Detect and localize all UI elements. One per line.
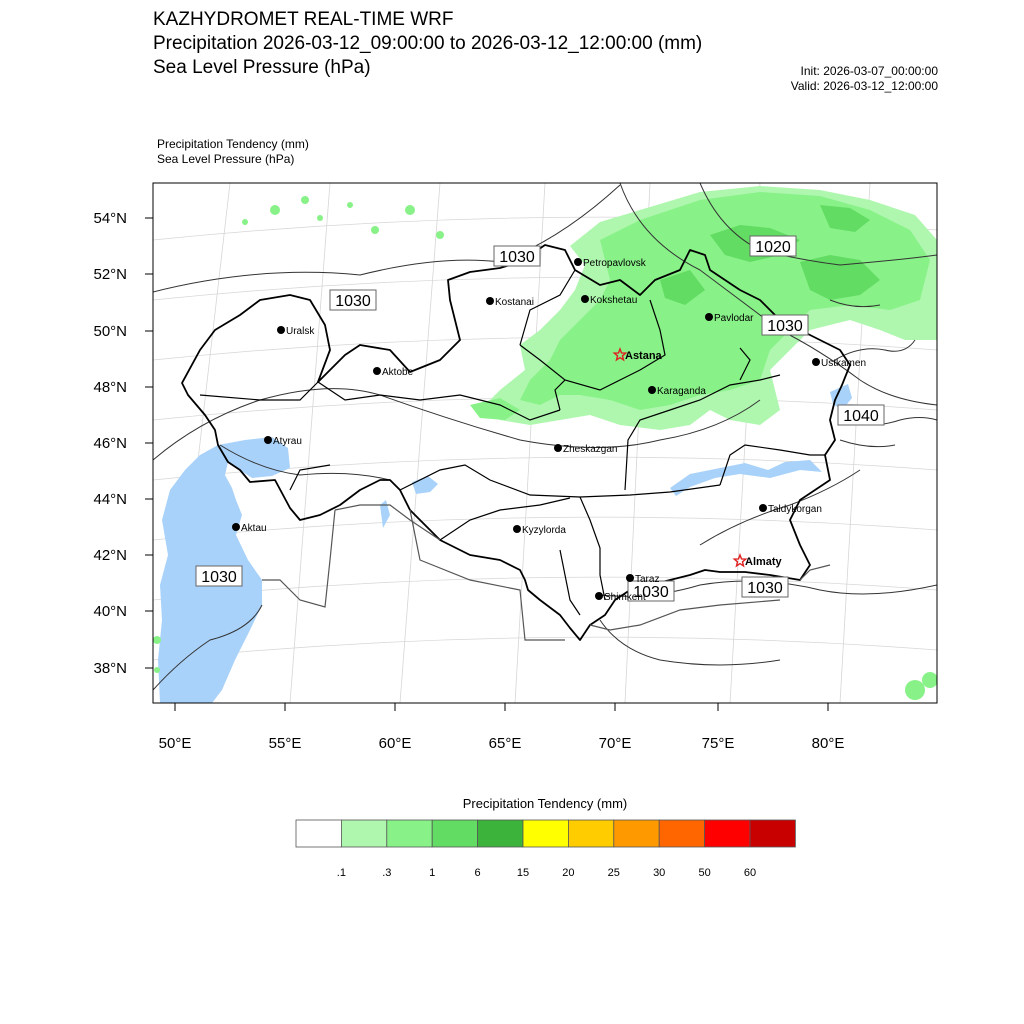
- svg-text:1020: 1020: [755, 239, 791, 256]
- city-label: Karaganda: [657, 386, 706, 397]
- lat-label: 42°N: [93, 547, 127, 564]
- init-time: Init: 2026-03-07_00:00:00: [800, 64, 938, 78]
- field-label-slp: Sea Level Pressure (hPa): [157, 152, 295, 166]
- isobar-label: [838, 405, 884, 425]
- colorbar-swatch: [614, 820, 659, 847]
- city-label: Taldykorgan: [768, 504, 822, 515]
- colorbar-swatch: [523, 820, 568, 847]
- city-label: Aktau: [241, 523, 267, 534]
- lon-label: 70°E: [598, 735, 632, 752]
- city-label: Petropavlovsk: [583, 258, 646, 269]
- isobar-label: [742, 577, 788, 597]
- lat-label: 48°N: [93, 379, 127, 396]
- isobar-label: [750, 236, 796, 256]
- city-label: Pavlodar: [714, 313, 754, 324]
- city-dot-icon: [595, 592, 603, 600]
- lat-label: 46°N: [93, 435, 127, 452]
- city-kostanai: [486, 297, 534, 308]
- colorbar-title: Precipitation Tendency (mm): [462, 796, 628, 811]
- isobar-label: [762, 315, 808, 335]
- city-dot-icon: [705, 313, 713, 321]
- city-dot-icon: [277, 326, 285, 334]
- city-dot-icon: [554, 444, 562, 452]
- city-aktobe: [373, 367, 414, 378]
- city-label: Kostanai: [495, 297, 534, 308]
- colorbar-level-label: 25: [607, 867, 620, 879]
- lon-label: 55°E: [268, 735, 302, 752]
- city-shimkent: [595, 592, 646, 603]
- lon-label: 80°E: [811, 735, 845, 752]
- city-label: Almaty: [745, 556, 782, 568]
- colorbar-level-label: 15: [516, 867, 530, 879]
- colorbar-level-label: 60: [743, 867, 757, 879]
- lat-label: 38°N: [93, 660, 127, 677]
- colorbar-level-label: 6: [474, 867, 481, 879]
- city-kyzylorda: [513, 525, 566, 536]
- lon-label: 50°E: [158, 735, 192, 752]
- svg-text:1030: 1030: [335, 293, 371, 310]
- city-label: Uralsk: [286, 326, 315, 337]
- lon-label: 65°E: [488, 735, 522, 752]
- map-subtitle-2: Sea Level Pressure (hPa): [153, 57, 371, 78]
- city-label: Shimkent: [604, 592, 646, 603]
- colorbar-level-label: 30: [653, 867, 666, 879]
- city-label: Ustkamen: [821, 358, 867, 369]
- city-kokshetau: [581, 295, 637, 306]
- city-dot-icon: [759, 504, 767, 512]
- colorbar-level-label: .1: [336, 867, 346, 879]
- svg-text:1030: 1030: [499, 249, 535, 266]
- colorbar-swatch: [296, 820, 341, 847]
- svg-text:1040: 1040: [843, 408, 879, 425]
- isobar-label: [494, 246, 540, 266]
- lat-label: 44°N: [93, 491, 127, 508]
- city-dot-icon: [581, 295, 589, 303]
- field-label-precip: Precipitation Tendency (mm): [157, 137, 309, 151]
- lon-label: 60°E: [378, 735, 412, 752]
- map-subtitle: Precipitation 2026-03-12_09:00:00 to 2026-03-12_12:00:00 (mm): [153, 33, 703, 54]
- city-dot-icon: [648, 386, 656, 394]
- city-label: Astana: [625, 350, 662, 362]
- lat-label: 54°N: [93, 210, 127, 227]
- city-label: Atyrau: [273, 436, 302, 447]
- colorbar-level-label: 1: [429, 867, 436, 879]
- svg-text:1030: 1030: [201, 569, 237, 586]
- city-uralsk: [277, 326, 315, 337]
- city-dot-icon: [574, 258, 582, 266]
- valid-time: Valid: 2026-03-12_12:00:00: [790, 79, 938, 93]
- map-title: KAZHYDROMET REAL-TIME WRF: [153, 9, 454, 30]
- colorbar-level-label: 50: [698, 867, 711, 879]
- city-karaganda: [648, 386, 706, 397]
- city-petropavlovsk: [574, 258, 647, 269]
- capital-star-icon: [734, 555, 745, 566]
- city-label: Taraz: [635, 574, 660, 585]
- colorbar-swatch: [432, 820, 477, 847]
- colorbar-swatch: [705, 820, 750, 847]
- city-label: Aktobe: [382, 367, 414, 378]
- city-dot-icon: [626, 574, 634, 582]
- colorbar-swatch: [750, 820, 795, 847]
- svg-text:1030: 1030: [747, 580, 783, 597]
- svg-text:1030: 1030: [633, 584, 669, 601]
- city-dot-icon: [513, 525, 521, 533]
- lat-label: 40°N: [93, 603, 127, 620]
- colorbar-level-label: .3: [382, 867, 392, 879]
- lon-label: 75°E: [701, 735, 735, 752]
- colorbar-swatch: [387, 820, 432, 847]
- isobar-label: [330, 290, 376, 310]
- svg-text:1030: 1030: [767, 318, 803, 335]
- city-zheskazgan: [554, 444, 617, 455]
- colorbar: [296, 820, 795, 847]
- city-taldykorgan: [759, 504, 822, 515]
- city-almaty: [734, 555, 782, 568]
- city-label: Kyzylorda: [522, 525, 566, 536]
- city-label: Zheskazgan: [563, 444, 618, 455]
- colorbar-swatch: [568, 820, 613, 847]
- colorbar-swatch: [478, 820, 523, 847]
- city-label: Kokshetau: [590, 295, 638, 306]
- city-dot-icon: [373, 367, 381, 375]
- city-ustkamen: [812, 358, 866, 369]
- city-dot-icon: [264, 436, 272, 444]
- lat-label: 50°N: [93, 323, 127, 340]
- city-dot-icon: [486, 297, 494, 305]
- lake-balkhash: [670, 460, 822, 496]
- lat-label: 52°N: [93, 266, 127, 283]
- colorbar-swatch: [659, 820, 704, 847]
- city-dot-icon: [812, 358, 820, 366]
- map-plot-area: [153, 183, 938, 703]
- isobar-label: [196, 566, 242, 586]
- colorbar-swatch: [341, 820, 386, 847]
- colorbar-level-label: 20: [562, 867, 575, 879]
- city-dot-icon: [232, 523, 240, 531]
